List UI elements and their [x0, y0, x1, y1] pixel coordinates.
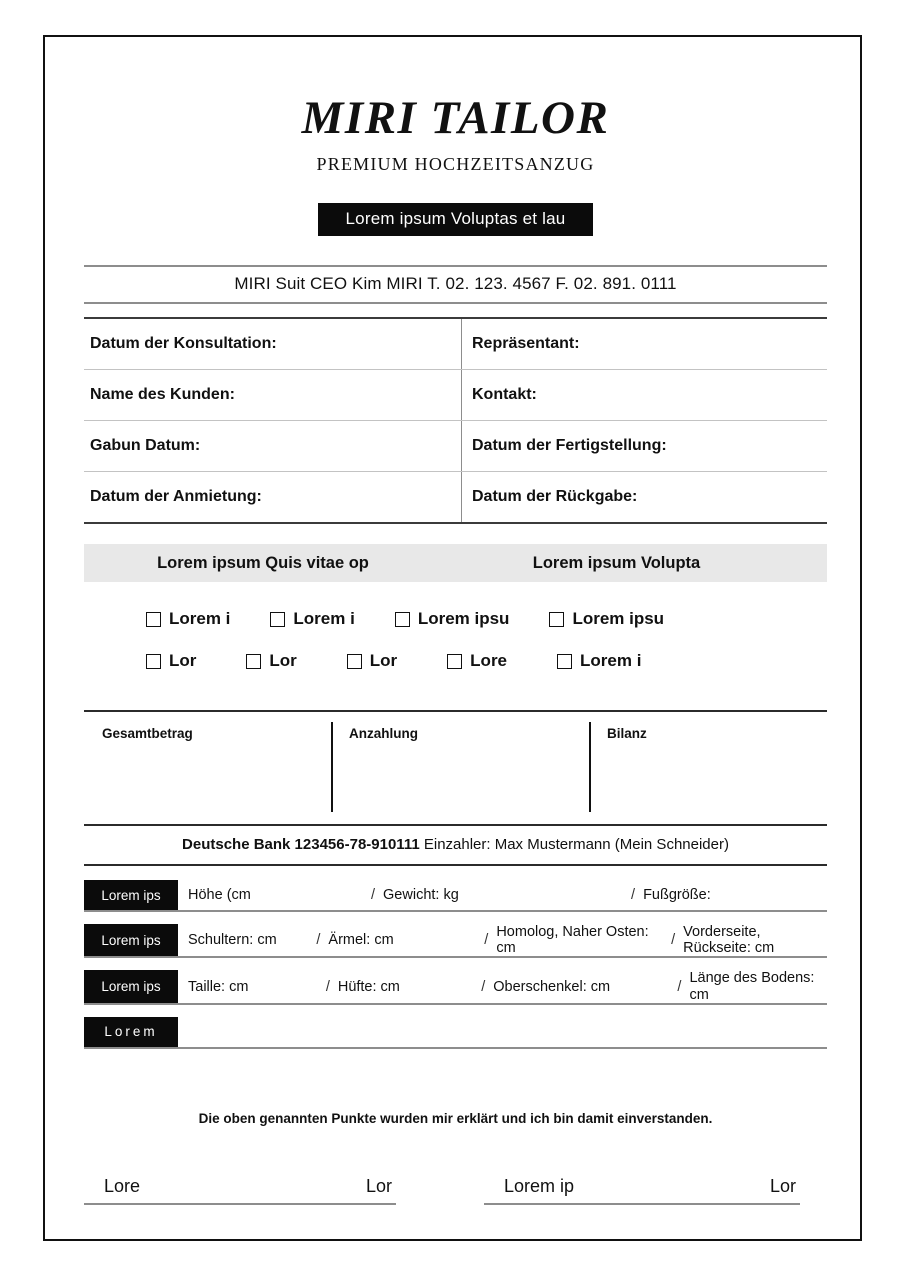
page-title: MIRI TAILOR — [301, 92, 610, 144]
field-label-return-date: Datum der Rückgabe: — [462, 472, 828, 524]
checkbox-row-1 — [84, 598, 827, 640]
measurement-row-3 — [84, 970, 827, 1004]
separator-slash: / — [481, 978, 486, 995]
checkbox-label: Lor — [169, 651, 197, 670]
checkbox-row-2 — [84, 640, 827, 682]
measurement-field — [493, 979, 669, 995]
signature-left-suffix: Lor — [365, 1175, 392, 1196]
options-header-right: Lorem ipsum Volupta — [532, 553, 701, 572]
checkbox-icon[interactable] — [549, 612, 564, 627]
table-row — [84, 472, 827, 524]
separator-slash: / — [371, 887, 376, 903]
options-header-left: Lorem ipsum Quis vitae op — [157, 553, 369, 572]
measurement-row-3-body — [178, 970, 827, 1002]
height-label: Höhe (cm — [188, 886, 251, 903]
checkbox-icon[interactable] — [270, 612, 285, 627]
deposit-label: Anzahlung — [349, 726, 418, 741]
options-header-band — [84, 544, 827, 582]
measurement-field — [328, 932, 476, 948]
signature-right-suffix: Lor — [769, 1175, 796, 1196]
checkbox-item[interactable] — [246, 651, 296, 671]
document-page — [43, 35, 862, 1241]
measurement-row-2-tag: Lorem ips — [84, 924, 178, 956]
measurement-field — [383, 887, 623, 903]
field-label-consultation-date: Datum der Konsultation: — [84, 318, 462, 370]
divider-below-contact — [84, 302, 827, 304]
checkbox-icon[interactable] — [146, 654, 161, 669]
measurement-field — [496, 924, 663, 956]
measurement-field — [338, 979, 473, 995]
sleeve-label: Ärmel: cm — [328, 932, 394, 949]
checkbox-label: Lorem i — [293, 609, 355, 628]
page-content — [84, 37, 827, 1239]
separator-slash: / — [677, 978, 682, 995]
measurement-row-3-tag: Lorem ips — [84, 970, 178, 1002]
checkbox-label: Lore — [470, 651, 508, 670]
measurement-row-1 — [84, 880, 827, 912]
separator-slash: / — [631, 887, 636, 903]
bank-payer: Einzahler: Max Mustermann (Mein Schneider) — [419, 836, 729, 853]
page-subtitle: PREMIUM HOCHZEITSANZUG — [316, 154, 595, 174]
contact-block — [84, 265, 827, 304]
front-back-label: Vorderseite, Rückseite: cm — [683, 924, 775, 957]
measurement-row-4-body — [178, 1017, 827, 1047]
thigh-label: Oberschenkel: cm — [493, 978, 611, 995]
measurement-field — [689, 970, 827, 1002]
field-label-contact: Kontakt: — [462, 370, 828, 421]
field-label-rental-date: Datum der Anmietung: — [84, 472, 462, 524]
homolog-label: Homolog, Naher Osten: cm — [496, 924, 649, 957]
checkbox-icon[interactable] — [146, 612, 161, 627]
measurement-row-2-body — [178, 924, 831, 956]
checkbox-icon[interactable] — [557, 654, 572, 669]
measurement-field — [188, 887, 363, 903]
shoulder-label: Schultern: cm — [188, 932, 277, 949]
field-label-representative: Repräsentant: — [462, 318, 828, 370]
field-label-order-date: Gabun Datum: — [84, 421, 462, 472]
table-row — [84, 421, 827, 472]
highlight-banner: Lorem ipsum Voluptas et lau — [318, 203, 594, 236]
measurement-field — [643, 887, 711, 903]
checkbox-label: Lorem i — [580, 651, 642, 670]
checkbox-item[interactable] — [549, 609, 664, 629]
signature-left-label: Lore — [104, 1175, 141, 1196]
checkbox-item[interactable] — [146, 651, 196, 671]
shoe-size-label: Fußgröße: — [643, 886, 711, 903]
total-amount-label: Gesamtbetrag — [102, 726, 193, 741]
total-amount-cell — [84, 712, 331, 824]
checkbox-label: Lorem i — [169, 609, 231, 628]
hip-label: Hüfte: cm — [337, 978, 400, 995]
table-row — [84, 370, 827, 421]
checkbox-item[interactable] — [557, 651, 641, 671]
checkbox-label: Lorem ipsu — [417, 609, 510, 628]
balance-label: Bilanz — [607, 726, 647, 741]
weight-label: Gewicht: kg — [383, 886, 459, 903]
balance-cell — [589, 712, 827, 824]
table-row — [84, 318, 827, 370]
signature-section — [84, 1176, 827, 1205]
agreement-text: Die oben genannten Punkte wurden mir erklärt und ich bin damit einverstanden. — [198, 1110, 713, 1126]
measurement-row-4-tag: Lorem — [84, 1017, 178, 1047]
contact-line: MIRI Suit CEO Kim MIRI T. 02. 123. 4567 F. 02. 891. 0111 — [234, 274, 677, 293]
separator-slash: / — [316, 932, 321, 949]
measurement-row-1-tag: Lorem ips — [84, 880, 178, 910]
measurement-field — [188, 932, 308, 948]
checkbox-icon[interactable] — [347, 654, 362, 669]
bank-details-line — [84, 826, 827, 866]
separator-slash: / — [325, 978, 330, 995]
checkbox-label: Lor — [369, 651, 398, 670]
banner-container — [84, 203, 827, 236]
checkbox-item[interactable] — [447, 651, 507, 671]
measurement-field — [188, 979, 318, 995]
checkbox-item[interactable] — [395, 609, 510, 629]
checkbox-icon[interactable] — [246, 654, 261, 669]
measurement-row-2 — [84, 924, 827, 958]
measurement-row-4 — [84, 1017, 827, 1049]
floor-length-label: Länge des Bodens: cm — [689, 970, 815, 1003]
checkbox-icon[interactable] — [395, 612, 410, 627]
measurements-section — [84, 880, 827, 1049]
signature-left[interactable] — [84, 1176, 396, 1205]
totals-section — [84, 710, 827, 866]
checkbox-item[interactable] — [146, 609, 230, 629]
totals-row — [84, 710, 827, 826]
checkbox-label: Lor — [269, 651, 297, 670]
separator-slash: / — [671, 932, 676, 949]
field-label-customer-name: Name des Kunden: — [84, 370, 462, 421]
signature-right-label: Lorem ip — [504, 1175, 575, 1196]
measurement-row-1-body — [178, 880, 827, 910]
checkbox-item[interactable] — [270, 609, 354, 629]
separator-slash: / — [484, 932, 489, 949]
checkbox-item[interactable] — [347, 651, 397, 671]
client-info-table — [84, 317, 827, 524]
checkbox-label: Lorem ipsu — [572, 609, 665, 628]
checkbox-icon[interactable] — [447, 654, 462, 669]
bank-account: Deutsche Bank 123456-78-910111 — [182, 836, 420, 853]
waist-label: Taille: cm — [188, 978, 249, 995]
deposit-cell — [331, 712, 589, 824]
signature-right[interactable] — [484, 1176, 800, 1205]
measurement-field — [683, 924, 831, 956]
field-label-completion-date: Datum der Fertigstellung: — [462, 421, 828, 472]
